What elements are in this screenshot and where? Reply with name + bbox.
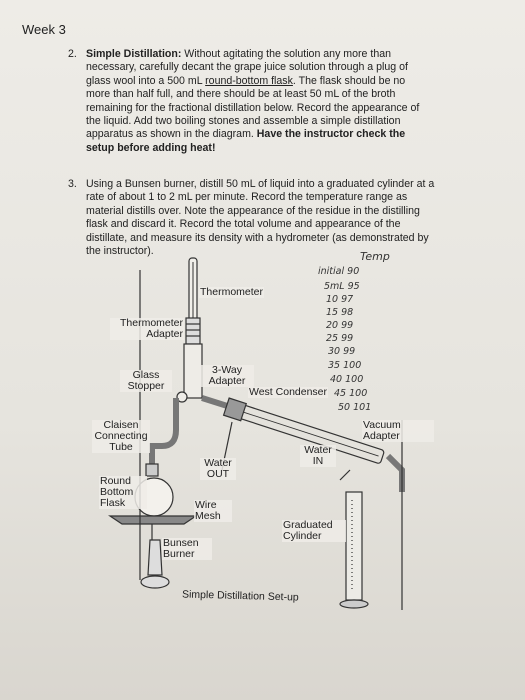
label-west-condenser: West Condenser — [249, 386, 328, 398]
label-claisen-tube: Claisen Connecting Tube — [92, 420, 150, 453]
handwritten-row: 45 100 — [334, 388, 368, 399]
handwritten-row: 40 100 — [330, 374, 364, 385]
handwritten-row: 10 97 — [326, 294, 354, 305]
label-round-bottom-flask: Round Bottom Flask — [99, 476, 147, 509]
step-2-underlined: round-bottom flask — [205, 74, 293, 87]
handwritten-initial: initial 90 — [318, 266, 360, 277]
step-2-text-b: . The flask should be no more than half full, and there should be at least 50 mL of the broth remaining for the fractional distillation below. Record the appearance of the liquid. Add two boiling stones and assemble a simple distillation apparatus as shown in the diagram. — [86, 74, 420, 141]
claisen-tube-drawing — [152, 398, 176, 470]
vacuum-adapter-drawing — [388, 456, 402, 492]
step-2-warning: Have the instructor check the setup before adding heat! — [86, 128, 406, 154]
label-bunsen-burner: Bunsen Burner — [162, 538, 212, 560]
step-2-text-a: Without agitating the solution any more than necessary, carefully decant the grape juice solution through a plug of glass wool into a 500 mL — [86, 48, 408, 87]
handwritten-row: 50 101 — [338, 402, 372, 413]
page-heading-week: Week 3 — [22, 22, 66, 37]
label-water-out: Water OUT — [200, 458, 236, 480]
label-thermometer-adapter: Thermometer Adapter — [110, 318, 184, 340]
step-3-text: Using a Bunsen burner, distill 50 mL of liquid into a graduated cylinder at a rate of about 1 to 2 mL per minute. Record the temperature range as material distills over. Note the appearance of the residue in the distilling flask and discard it. Record the total volume and appearance of the distillate, and measure its density with a hydrometer (as demonstrated by the instructor). — [86, 178, 435, 258]
handwritten-row: 35 100 — [328, 360, 362, 371]
handwritten-temp-header: Temp — [360, 250, 390, 263]
label-wire-mesh: Wire Mesh — [194, 500, 232, 522]
graduated-cylinder-drawing — [346, 492, 362, 600]
handwritten-row: 15 98 — [326, 307, 354, 318]
label-three-way-adapter: 3-Way Adapter — [200, 365, 254, 387]
wire-mesh-drawing — [110, 516, 196, 524]
step-3-number: 3. — [68, 178, 77, 190]
label-water-in: Water IN — [300, 445, 336, 467]
handwritten-row: 30 99 — [328, 346, 356, 357]
thermometer-adapter-drawing — [186, 318, 200, 344]
handwritten-row: 25 99 — [326, 333, 354, 344]
handwritten-row: 20 99 — [326, 320, 354, 331]
diagram-caption: Simple Distillation Set-up — [181, 588, 299, 604]
bunsen-burner-drawing — [148, 540, 162, 575]
label-vacuum-adapter: Vacuum Adapter — [362, 420, 434, 442]
step-2-title: Simple Distillation: — [86, 48, 182, 60]
step-2-number: 2. — [68, 48, 77, 60]
handwritten-row: 5mL 95 — [324, 281, 360, 292]
label-graduated-cylinder: Graduated Cylinder — [282, 520, 346, 542]
water-in-tube — [340, 470, 350, 480]
label-thermometer: Thermometer — [200, 286, 264, 298]
label-glass-stopper: Glass Stopper — [120, 370, 172, 392]
